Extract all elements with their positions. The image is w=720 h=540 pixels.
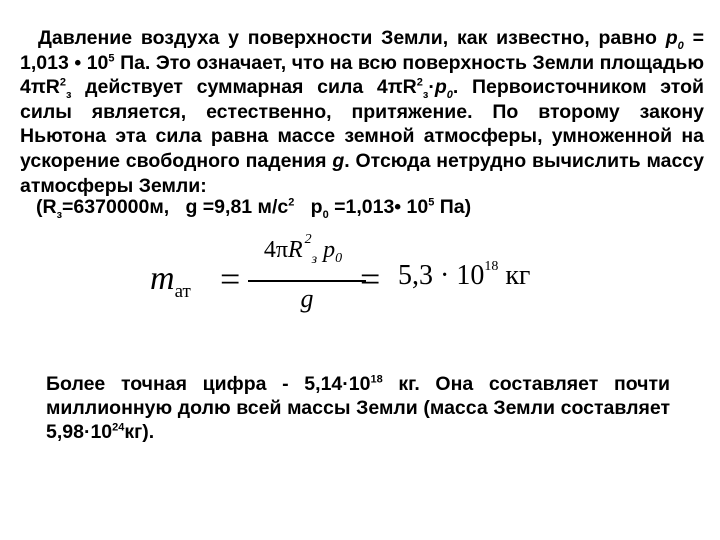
params-rz-val: =6370000м, [62,196,170,218]
area-sub: з [65,89,72,102]
p0-sub: 0 [677,39,684,52]
force-sq: 2 [416,76,423,89]
force-p-sub: 0 [446,89,453,102]
intro-text-5: Отсюда нетрудно вычислить массу атмосферы Земли: [20,149,704,197]
force-expr: 4πR [376,76,417,99]
params-close: Па) [439,196,472,218]
precise-exp2: 24 [112,421,125,434]
formula-result [398,259,530,292]
g-letter: g [332,149,345,172]
params-g-exp: 2 [288,196,295,209]
paragraph-precise [46,372,670,445]
precise-exp1: 18 [370,373,383,386]
times-sign: • [74,51,82,74]
ten: 10 [86,51,109,74]
precise-text-2: кг. Она составляет почти миллионную долю всей массы Земли (масса Земли составляет 5,98·10 [46,373,671,444]
intro-text-2: Па. Это означает, что на всю поверхность Земли площадью [120,51,705,74]
params-g: g =9,81 м/с [185,196,289,218]
p0-eq: = [692,27,704,49]
intro-text: Давление воздуха у поверхности Земли, как известно, равно [38,27,657,49]
formula-4pi: 4π [263,237,288,263]
params-p-sub: 0 [322,208,329,221]
formula-result-value: 5,3 · 10 [398,260,485,291]
formula-m: m [150,260,175,297]
precise-text-1: Более точная цифра - 5,14·10 [46,373,371,395]
formula-unit: кг [505,260,531,291]
formula-lhs [150,260,191,303]
force-sub: з [422,89,429,102]
formula-p: p [323,237,336,263]
area-expr: 4πR [20,76,60,99]
formula-eq2: = [360,259,381,299]
formula-result-exp: 18 [484,259,499,274]
formula-R-sup: 2 [304,232,312,247]
p0-value: 1,013 [20,51,69,74]
formula-eq1: = [220,259,241,299]
given-values [36,196,471,219]
params-p-exp: 5 [428,196,435,209]
exp5: 5 [108,52,115,65]
formula-p-sub: 0 [335,251,343,266]
formula-R: R [287,237,303,263]
fraction-bar [248,280,366,282]
force-dot: · [428,76,435,99]
intro-text-3: действует суммарная сила [85,76,364,99]
params-open: (R [36,196,57,218]
intro-text-4: Первоисточником этой силы является, естественно, притяжение. По второму закону Ньютона эта сила равна массе земной атмосферы, умноженной на ускорение свободного падения [20,76,704,172]
formula-numerator [248,232,358,268]
force-p: p [434,76,447,99]
mass-formula [150,228,590,318]
paragraph-intro: Давление воздуха у поверхности Земли, как известно, равно $p_0 = 1,013$ • $10^5$ Па. Это означает, что на всю поверхность Земли площадью $4\pi R^2_з$ действует суммарная сила $4\pi R^2_з\cdot p_0$. Первоисточником этой силы является, естественно, притяжение. По второму закону Ньютона эта сила равна массе земной атмосферы, умноженной на ускорение свободного падения g. Отсюда нетрудно вычислить массу атмосферы Земли: [20,27,705,197]
formula-R-sub: з [311,252,318,267]
precise-text-3: кг). [124,421,155,444]
p0-symbol: p [665,27,678,49]
area-sq: 2 [59,76,66,89]
formula-m-sub: ат [174,281,191,302]
params-rz-sub: з [56,208,63,221]
formula-denominator: g [300,284,314,313]
params-p-val: =1,013• 10 [334,196,429,218]
params-p: p [310,196,323,218]
